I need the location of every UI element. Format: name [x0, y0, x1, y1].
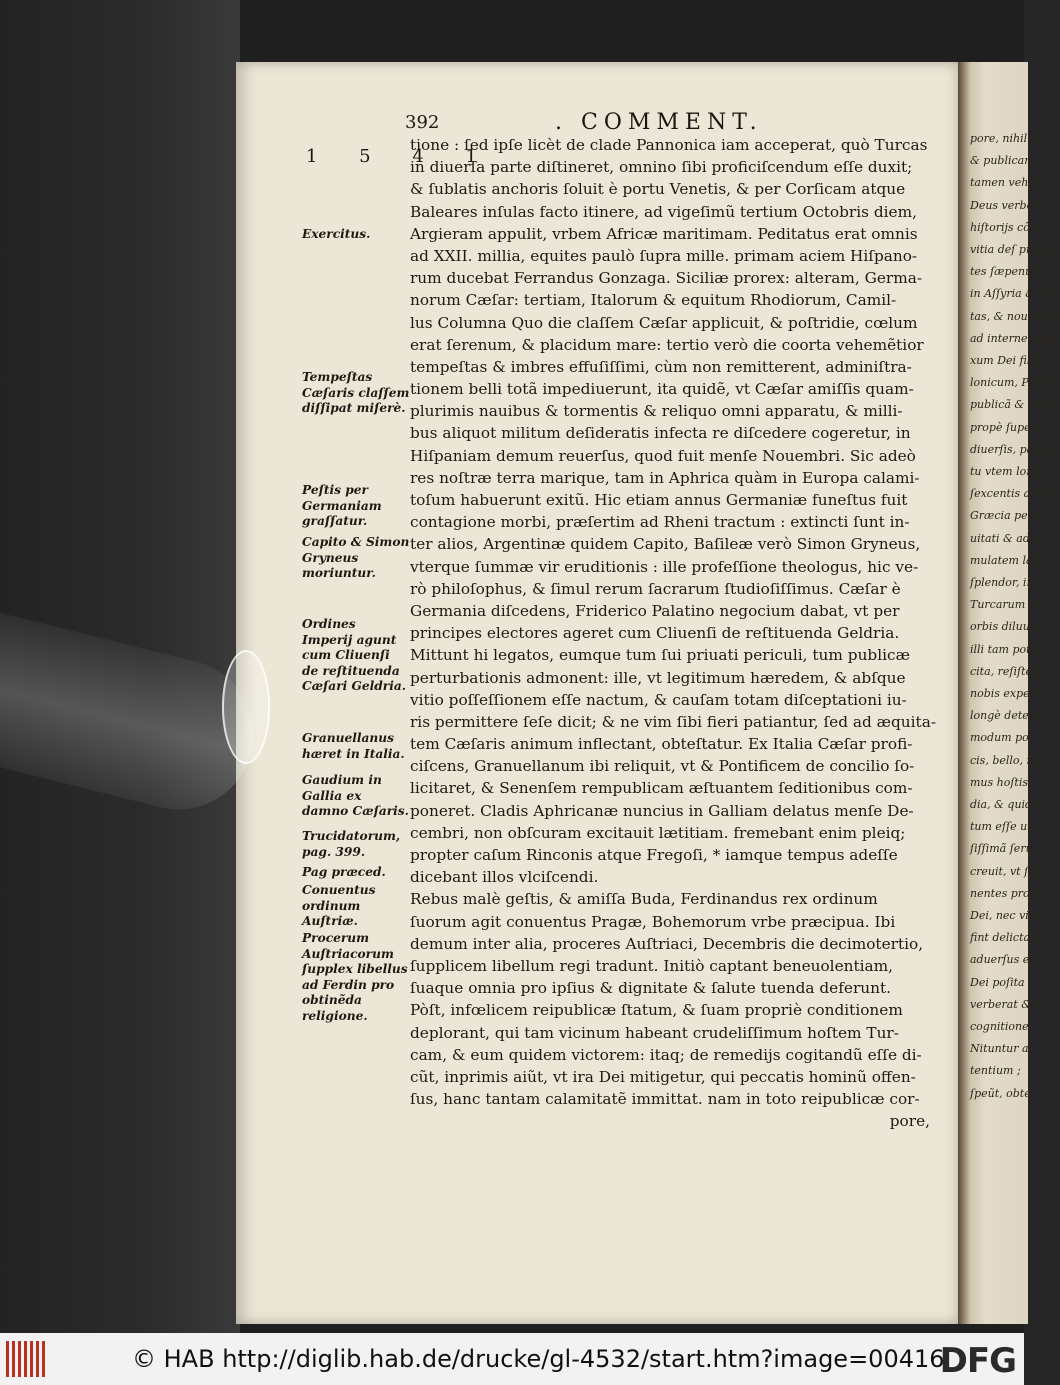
text-line: Germania diſcedens, Friderico Palatino negocium dabat, vt per: [410, 601, 900, 620]
margin-note: Peſtis per Germaniam graſſatur.: [302, 483, 382, 529]
text-line: demum inter alia, proceres Auſtriaci, Decembris die decimotertio,: [410, 934, 924, 953]
text-line: tionem belli totã impediuerunt, ita quidẽ, vt Cæſar amiſſis quam-: [410, 380, 914, 399]
text-line: deplorant, qui tam vicinum habeant crudeliſſimum hoſtem Tur-: [410, 1023, 899, 1042]
next-page-fragment: pore, nihil diſ: [970, 132, 1046, 145]
margin-note: Exercitus.: [302, 227, 371, 241]
next-page-fragment: tas, & nouam re: [970, 309, 1060, 323]
next-page-edge: [958, 62, 1060, 1324]
next-page-fragment: tes ſæpenume: [970, 265, 1050, 279]
text-line: in diuerſa parte diſtineret, omnino ſibi proficiſcendum eſſe duxit;: [410, 158, 913, 177]
next-page-fragment: hiſtorijs cõcer: [970, 220, 1048, 234]
next-page-fragment: ſpeũt, obte: [970, 1086, 1031, 1100]
next-page-fragment: Turcarum pla: [970, 598, 1046, 612]
text-line: ſus, hanc tantam calamitatẽ immittat. nam in toto reipublicæ cor-: [410, 1090, 920, 1109]
next-page-fragment: fint delicta n: [970, 931, 1041, 945]
text-line: cam, & eum quidem victorem: itaq; de remedijs cogitandũ eſſe di-: [410, 1045, 922, 1064]
next-page-fragment: ſiſſimã ſerui: [970, 842, 1037, 856]
next-page-fragment: diuerſis, partim: [970, 442, 1057, 456]
glass-weight-tip: [222, 650, 270, 764]
text-line: norum Cæſar: tertiam, Italorum & equitum Rhodiorum, Camil-: [410, 291, 897, 310]
text-line: res noſtræ terra marique, tam in Aphrica quàm in Europa calami-: [410, 468, 920, 487]
next-page-fragment: vitia deſ proper: [970, 243, 1057, 256]
text-line: principes electores ageret cum Cliuenſi de reſtituenda Geldria.: [410, 624, 900, 643]
text-line: Mittunt hi legatos, eumque tum ſui priuati periculi, tum publicæ: [410, 646, 910, 665]
text-line: poneret. Cladis Aphricanæ nuncius in Galliam delatus menſe De-: [410, 801, 914, 820]
next-page-fragment: uitati & admo: [970, 531, 1047, 545]
next-page-fragment: cita, reſiſtere: [970, 664, 1044, 678]
text-line: tempeſtas & imbres effuſiſſimi, cùm non remitterent, adminiſtra-: [410, 357, 912, 376]
next-page-fragment: tum eſſe ut: [970, 820, 1032, 834]
text-line: Pòſt, infœlicem reipublicæ ſtatum, & ſuam propriè conditionem: [410, 1001, 903, 1020]
text-line: propter caſum Rinconis atque Fregoſi, * iamque tempus adeſſe: [410, 846, 898, 864]
margin-note: Tempeſtas Cæſaris claſſem diſſipat miſerè.: [302, 370, 410, 416]
next-page-fragment: dia, & quid r: [970, 798, 1041, 811]
page-number: 392: [405, 112, 440, 133]
text-line: ſuaque omnia pro ipſius & dignitate & ſalute tuenda deferunt.: [410, 979, 891, 998]
text-line: tione : ſed ipſe licèt de clade Pannonica iam acceperat, quò Turcas: [410, 136, 928, 154]
next-page-fragment: ſexcentis annis: [970, 487, 1054, 501]
next-page-fragment: ad internecione: [970, 331, 1058, 345]
next-page-fragment: xum Dei filiũ.: [970, 354, 1045, 367]
margin-note: Gaudium in Gallia ex damno Cæſaris.: [302, 773, 409, 819]
margin-note: Pag præced.: [302, 865, 386, 879]
next-page-fragment: creuit, vt ſup: [970, 864, 1043, 878]
next-page-fragment: nentes propt: [970, 886, 1042, 900]
text-line: rò philoſophus, & ſimul rerum ſacrarum ſtudioſiſſimus. Cæſar è: [410, 579, 901, 598]
next-page-fragment: tu vtem longè: [970, 465, 1047, 478]
next-page-fragment: mus hoſtis: [970, 775, 1029, 789]
margin-note: Granuellanus hæret in Italia.: [302, 731, 405, 761]
text-line: ris permittere ſeſe dicit; & ne vim ſibi fieri patiantur, ſed ad æquita-: [410, 712, 936, 731]
text-line: Baleares inſulas facto itinere, ad vigeſimũ tertium Octobris diem,: [410, 202, 917, 221]
text-line: vterque ſummæ vir eruditionis : ille profeſſione theologus, hic ve-: [410, 557, 919, 576]
text-line: ſupplicem libellum regi tradunt. Initiò captant beneuolentiam,: [410, 956, 894, 975]
text-line: tem Cæſaris animum inflectant, obteſtatur. Ex Italia Cæſar profi-: [410, 735, 913, 754]
text-line: lus Columna Quo die claſſem Cæſar applicuit, & poſtridie, cœlum: [410, 313, 918, 332]
text-line: & ſublatis anchoris ſoluit è portu Venetis, & per Corſicam atque: [410, 180, 906, 199]
next-page-fragment: ſplendor, in qu: [970, 576, 1052, 589]
next-page-fragment: & publicam &: [970, 154, 1048, 168]
text-line: ter alios, Argentinæ quidem Capito, Baſileæ verò Simon Gryneus,: [410, 535, 921, 554]
next-page-fragment: orbis diluuio: [970, 620, 1040, 634]
text-line: perturbationis admonent: ille, vt legitimum hæredem, & abſque: [410, 668, 906, 687]
next-page-fragment: Nituntur a: [970, 1042, 1029, 1056]
footer-bar: [0, 1333, 1024, 1385]
text-line: toſum habuerunt exitũ. Hic etiam annus Germaniæ funeſtus fuit: [410, 491, 908, 509]
text-line: vitio poſſeſſionem eſſe nactum, & cauſam totam diſceptationi iu-: [410, 690, 907, 709]
next-page-fragment: propè ſuperſit: [970, 420, 1048, 434]
next-page-fragment: illi tam potes: [970, 642, 1043, 656]
next-page-fragment: publicã & dign: [970, 398, 1053, 412]
text-line: bus aliquot militum deſideratis infecta re diſcedere cogeretur, in: [410, 424, 911, 443]
next-page-fragment: lonicum, Perſici: [970, 376, 1058, 390]
margin-note: Ordines Imperij agunt cum Cliuenſi de reſtituenda Cæſari Geldria.: [302, 617, 406, 694]
text-line: dicebant illos vlciſcendi.: [410, 868, 599, 887]
text-line: ad XXII. millia, equites paulò ſupra mille. primam aciem Hiſpano-: [410, 246, 918, 265]
text-line: Argieram appulit, vrbem Africæ maritimam. Peditatus erat omnis: [410, 224, 918, 243]
footer-credit: © HAB http://diglib.hab.de/drucke/gl-4532/start.htm?image=00416: [132, 1345, 945, 1373]
next-page-fragment: mulatem lam: [970, 553, 1043, 567]
body-text: [410, 134, 936, 1132]
text-line: plurimis nauibus & tormentis & reliquo omni apparatu, & milli-: [410, 402, 903, 421]
margin-note: Capito & Simon Gryneus moriuntur.: [302, 535, 410, 581]
next-page-fragment: aduerſus eu: [970, 953, 1037, 967]
text-line: cembri, non obſcuram excitauit lætitiam. fremebant enim pleiq;: [410, 823, 906, 842]
next-page-fragment: verberat & f: [970, 997, 1039, 1011]
next-page-fragment: tentium ;: [970, 1064, 1021, 1078]
next-page-fragment: tamen vehiſt: [970, 176, 1041, 190]
text-line: rum ducebat Ferrandus Gonzaga. Siciliæ prorex: alteram, Germa-: [410, 269, 923, 288]
text-line: Rebus malè geſtis, & amiſſa Buda, Ferdinandus rex ordinum: [410, 890, 878, 909]
year-marker: 1 5 4 1: [306, 146, 495, 167]
text-line: ſuorum agit conuentus Pragæ, Bohemorum vrbe præcipua. Ibi: [410, 912, 896, 931]
next-page-fragment: longè detest: [970, 709, 1039, 723]
next-page-fragment: cis, bello, nu: [970, 753, 1041, 767]
next-page-fragment: nobis expect: [970, 687, 1041, 700]
text-line: contagione morbi, præſertim ad Rheni tractum : extincti ſunt in-: [410, 513, 910, 532]
next-page-fragment: Dei, nec vitie: [970, 909, 1044, 922]
margin-note: Trucidatorum, pag. 399.: [302, 829, 401, 859]
next-page-fragment: Græcia penè: [970, 509, 1042, 523]
next-page-fragment: modum po: [970, 731, 1029, 745]
text-line: cũt, inprimis aiũt, vt ira Dei mitigetur, qui peccatis hominũ offen-: [410, 1067, 916, 1086]
text-line: erat ſerenum, & placidum mare: tertio verò die coorta vehemẽtior: [410, 335, 924, 354]
text-line: pore,: [889, 1112, 930, 1131]
text-line: ciſcens, Granuellanum ibi reliquit, vt & Pontificem de concilio ſo-: [410, 757, 915, 776]
next-page-fragment: Deus verbera: [970, 198, 1045, 212]
next-page-fragment: in Aſſyria & Ba: [970, 287, 1054, 301]
running-title: . COMMENT.: [555, 110, 763, 135]
next-page-fragment: cognitione.: [970, 1020, 1033, 1033]
margin-note: Conuentus ordinum Auſtriæ.: [302, 883, 376, 929]
text-line: Hiſpaniam demum reuerſus, quod fuit menſe Nouembri. Sic adeò: [410, 446, 916, 465]
text-line: licitaret, & Senenſem rempublicam æſtuantem ſeditionibus com-: [410, 779, 913, 798]
hab-logo-icon: [6, 1341, 46, 1377]
next-page-fragment: Dei poſita: [970, 975, 1025, 989]
margin-note: Procerum Auſtriacorum ſupplex libellus ad Ferdin pro obtinẽda religione.: [302, 931, 408, 1023]
dfg-logo: DFG: [939, 1341, 1016, 1381]
